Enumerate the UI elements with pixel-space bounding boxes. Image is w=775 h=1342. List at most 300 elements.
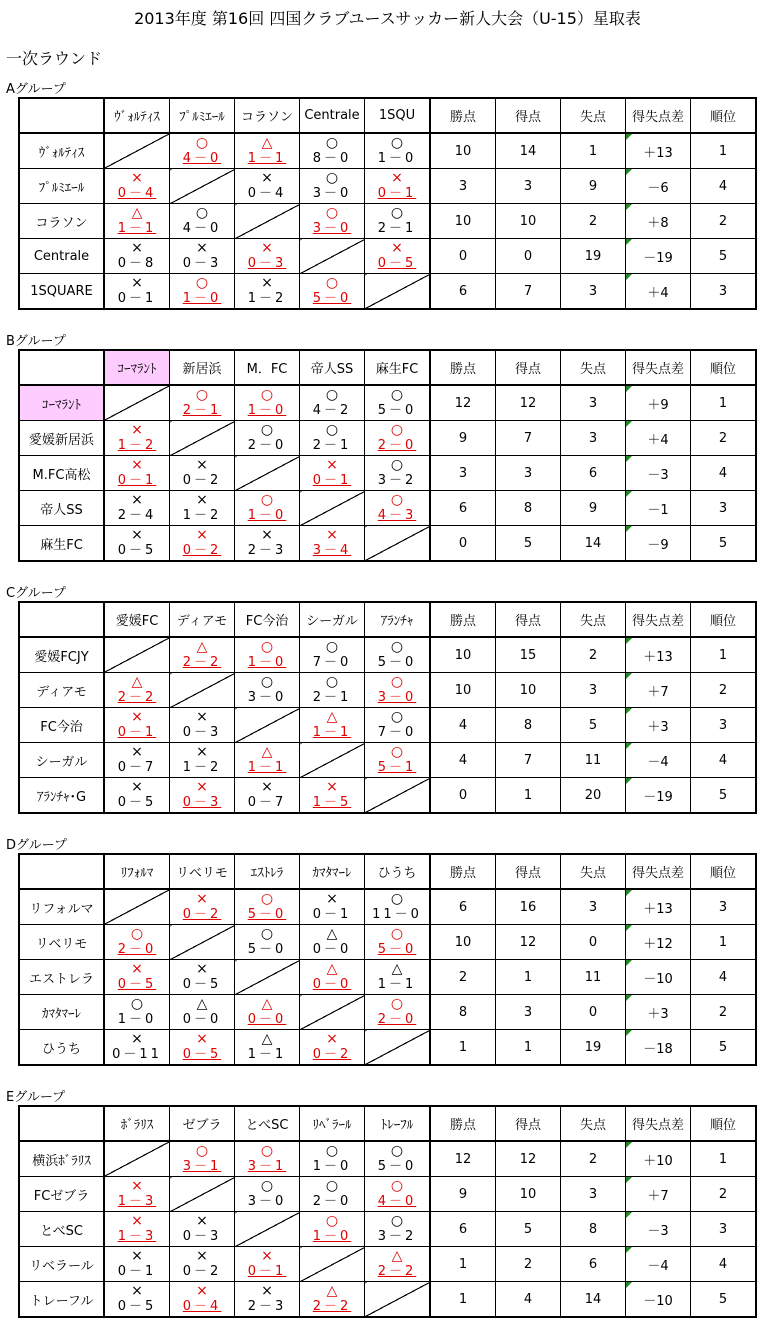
stat-goals-against xyxy=(561,274,626,310)
match-result xyxy=(170,133,235,169)
match-result xyxy=(300,274,365,310)
stat-value: 6 xyxy=(588,465,598,481)
match-result xyxy=(235,1141,300,1177)
stat-value: 5 xyxy=(523,535,533,551)
match-score: 0－4 xyxy=(117,186,157,201)
round-label: 一次ラウンド xyxy=(6,49,103,68)
stat-goals-against xyxy=(561,637,626,673)
match-score: 1－5 xyxy=(312,795,352,810)
stat-header-rank: 順位 xyxy=(691,98,757,133)
stat-value: 1 xyxy=(458,1291,468,1307)
loss-mark: × xyxy=(131,1283,143,1299)
match-result xyxy=(170,526,235,562)
result-content xyxy=(105,1214,169,1244)
match-score: 1－0 xyxy=(247,508,287,523)
stat-value: 3 xyxy=(588,899,598,915)
result-content xyxy=(235,241,299,271)
standings-table xyxy=(18,97,757,310)
stat-rank xyxy=(691,673,757,708)
match-result xyxy=(365,491,431,526)
draw-mark: △ xyxy=(196,996,208,1012)
stat-value: ＋10 xyxy=(643,1153,673,1169)
self-match-cell xyxy=(235,204,300,239)
match-result xyxy=(300,1282,365,1318)
match-result xyxy=(300,526,365,562)
match-score: 2－3 xyxy=(247,1299,287,1314)
self-match-cell xyxy=(170,673,235,708)
win-mark: ○ xyxy=(390,926,404,942)
match-score: 1－0 xyxy=(312,1229,352,1244)
result-content xyxy=(235,171,299,201)
result-content xyxy=(170,1214,234,1244)
result-content xyxy=(235,1032,299,1062)
team-name: ｺｰﾏﾗﾝﾄ xyxy=(19,385,104,421)
match-result xyxy=(170,889,235,925)
match-result xyxy=(104,1177,170,1212)
stat-header-rank: 順位 xyxy=(691,350,757,385)
result-content xyxy=(300,171,364,201)
match-result xyxy=(104,708,170,743)
group-block xyxy=(6,1091,757,1318)
result-content xyxy=(170,1144,234,1174)
draw-mark: △ xyxy=(326,1283,338,1299)
stat-value: 0 xyxy=(458,248,468,264)
match-score: 7－0 xyxy=(312,655,352,670)
result-content xyxy=(300,528,364,558)
stat-value: ＋3 xyxy=(647,1006,669,1022)
win-mark: ○ xyxy=(390,457,404,473)
match-result xyxy=(365,456,431,491)
match-result xyxy=(365,239,431,274)
stat-value: 1 xyxy=(588,143,598,159)
match-result xyxy=(300,778,365,814)
self-match-cell xyxy=(104,133,170,169)
match-result xyxy=(365,1177,431,1212)
team-name: 1SQUARE xyxy=(19,274,104,310)
cell-flag-icon xyxy=(626,421,632,427)
stat-value: 4 xyxy=(718,465,728,481)
stat-value: 3 xyxy=(523,465,533,481)
result-content xyxy=(235,745,299,775)
stat-goal-diff xyxy=(626,133,691,169)
match-result xyxy=(300,1030,365,1066)
match-score: 2－0 xyxy=(247,438,287,453)
match-result xyxy=(235,491,300,526)
stat-value: 1 xyxy=(718,143,728,159)
stat-value: 2 xyxy=(718,213,728,229)
table-row xyxy=(19,960,756,995)
loss-mark: × xyxy=(131,457,143,473)
column-header: ﾄﾚｰﾌﾙ xyxy=(365,1106,431,1141)
match-result xyxy=(300,673,365,708)
win-mark: ○ xyxy=(260,1143,274,1159)
stat-value: 9 xyxy=(588,178,598,194)
stat-value: 3 xyxy=(588,682,598,698)
result-content xyxy=(365,1249,429,1279)
win-mark: ○ xyxy=(260,387,274,403)
stat-goal-diff xyxy=(626,239,691,274)
stat-goals-against xyxy=(561,133,626,169)
column-header: ｴｽﾄﾚﾗ xyxy=(235,854,300,889)
match-result xyxy=(235,743,300,778)
stat-header-points: 勝点 xyxy=(430,1106,496,1141)
draw-mark: △ xyxy=(326,926,338,942)
match-result xyxy=(104,274,170,310)
win-mark: ○ xyxy=(130,996,144,1012)
header-row xyxy=(19,1106,756,1141)
table-row xyxy=(19,1030,756,1066)
win-mark: ○ xyxy=(260,1178,274,1194)
self-match-cell xyxy=(170,925,235,960)
match-result xyxy=(300,133,365,169)
loss-mark: × xyxy=(261,240,273,256)
stat-value: 0 xyxy=(588,934,598,950)
draw-mark: △ xyxy=(131,674,143,690)
self-match-cell xyxy=(365,778,431,814)
match-score: 5－1 xyxy=(377,760,417,775)
match-result xyxy=(365,1247,431,1282)
column-header: Centrale xyxy=(300,98,365,133)
table-row xyxy=(19,1247,756,1282)
match-score: 1－0 xyxy=(182,291,222,306)
win-mark: ○ xyxy=(325,1143,339,1159)
loss-mark: × xyxy=(131,779,143,795)
group-label: Aグループ xyxy=(6,82,66,97)
stat-value: 4 xyxy=(523,1291,533,1307)
self-match-cell xyxy=(365,1030,431,1066)
match-result xyxy=(235,1177,300,1212)
stat-value: 16 xyxy=(519,899,537,915)
loss-mark: × xyxy=(261,779,273,795)
column-header: ディアモ xyxy=(170,602,235,637)
match-result xyxy=(170,456,235,491)
stat-rank xyxy=(691,133,757,169)
match-result xyxy=(235,239,300,274)
win-mark: ○ xyxy=(390,1143,404,1159)
cell-flag-icon xyxy=(626,708,632,714)
result-content xyxy=(300,710,364,740)
match-result xyxy=(170,708,235,743)
stat-header-points: 勝点 xyxy=(430,98,496,133)
stat-points xyxy=(430,421,496,456)
result-content xyxy=(235,997,299,1027)
match-result xyxy=(104,995,170,1030)
win-mark: ○ xyxy=(325,205,339,221)
stat-value: 5 xyxy=(718,787,728,803)
match-result xyxy=(235,385,300,421)
match-result xyxy=(300,421,365,456)
team-name: ﾌﾟﾙﾐｴｰﾙ xyxy=(19,169,104,204)
stat-value: 7 xyxy=(523,430,533,446)
result-content xyxy=(300,892,364,922)
result-content xyxy=(235,1249,299,1279)
stat-goals-for xyxy=(496,1177,561,1212)
stat-rank xyxy=(691,995,757,1030)
match-result xyxy=(170,1141,235,1177)
match-result xyxy=(365,133,431,169)
stat-goals-for xyxy=(496,133,561,169)
stat-value: －3 xyxy=(647,1223,669,1239)
self-match-cell xyxy=(300,491,365,526)
result-content xyxy=(300,640,364,670)
table-row xyxy=(19,995,756,1030)
match-score: 5－0 xyxy=(247,907,287,922)
match-score: 1－2 xyxy=(247,291,287,306)
self-match-cell xyxy=(365,274,431,310)
stat-goal-diff xyxy=(626,385,691,421)
stat-value: 2 xyxy=(588,213,598,229)
stat-value: 10 xyxy=(454,213,472,229)
stat-points xyxy=(430,239,496,274)
cell-flag-icon xyxy=(626,386,632,392)
win-mark: ○ xyxy=(325,1178,339,1194)
stat-goals-for xyxy=(496,1030,561,1066)
team-name: エストレラ xyxy=(19,960,104,995)
match-result xyxy=(365,708,431,743)
match-score: 1－3 xyxy=(117,1229,157,1244)
cell-flag-icon xyxy=(626,169,632,175)
win-mark: ○ xyxy=(325,639,339,655)
stat-points xyxy=(430,169,496,204)
match-score: 0－1 xyxy=(312,473,352,488)
result-content xyxy=(365,675,429,705)
result-content xyxy=(300,1179,364,1209)
standings-table xyxy=(18,1105,757,1318)
stat-goals-for xyxy=(496,1212,561,1247)
draw-mark: △ xyxy=(326,961,338,977)
stat-value: 3 xyxy=(588,1186,598,1202)
stat-rank xyxy=(691,1212,757,1247)
result-content xyxy=(365,927,429,957)
result-content xyxy=(365,1179,429,1209)
result-content xyxy=(170,1249,234,1279)
column-header: とべSC xyxy=(235,1106,300,1141)
match-score: 4－0 xyxy=(182,221,222,236)
match-result xyxy=(365,889,431,925)
win-mark: ○ xyxy=(325,422,339,438)
result-content xyxy=(105,458,169,488)
result-content xyxy=(300,458,364,488)
group-block xyxy=(6,839,757,1066)
stat-value: 12 xyxy=(454,1151,472,1167)
match-result xyxy=(235,274,300,310)
header-row xyxy=(19,350,756,385)
match-result xyxy=(104,1030,170,1066)
stat-value: 10 xyxy=(454,682,472,698)
stat-goals-for xyxy=(496,743,561,778)
self-match-cell xyxy=(300,239,365,274)
table-row xyxy=(19,778,756,814)
win-mark: ○ xyxy=(390,891,404,907)
cell-flag-icon xyxy=(626,456,632,462)
stat-header-goal-diff: 得失点差 xyxy=(626,350,691,385)
team-name: トレーフル xyxy=(19,1282,104,1318)
stat-goals-for xyxy=(496,708,561,743)
result-content xyxy=(300,423,364,453)
match-result xyxy=(104,456,170,491)
stat-rank xyxy=(691,743,757,778)
cell-flag-icon xyxy=(626,274,632,280)
loss-mark: × xyxy=(196,961,208,977)
stat-goals-against xyxy=(561,995,626,1030)
stat-goals-against xyxy=(561,743,626,778)
stat-rank xyxy=(691,169,757,204)
result-content xyxy=(235,675,299,705)
column-header: ﾎﾞﾗﾘｽ xyxy=(104,1106,170,1141)
stat-value: 1 xyxy=(718,647,728,663)
match-score: 2－1 xyxy=(377,221,417,236)
stat-header-points: 勝点 xyxy=(430,602,496,637)
stat-points xyxy=(430,925,496,960)
match-score: 2－1 xyxy=(312,438,352,453)
cell-flag-icon xyxy=(626,1212,632,1218)
match-result xyxy=(104,421,170,456)
stat-goal-diff xyxy=(626,491,691,526)
stat-value: 8 xyxy=(523,717,533,733)
team-name: ｶﾏﾀﾏｰﾚ xyxy=(19,995,104,1030)
win-mark: ○ xyxy=(390,492,404,508)
stat-points xyxy=(430,526,496,562)
cell-flag-icon xyxy=(626,890,632,896)
win-mark: ○ xyxy=(325,674,339,690)
stat-value: 7 xyxy=(523,752,533,768)
win-mark: ○ xyxy=(390,709,404,725)
self-match-cell xyxy=(300,743,365,778)
team-name: リフォルマ xyxy=(19,889,104,925)
stat-rank xyxy=(691,421,757,456)
loss-mark: × xyxy=(196,779,208,795)
stat-value: 4 xyxy=(718,178,728,194)
cell-flag-icon xyxy=(626,134,632,140)
stat-goals-for xyxy=(496,456,561,491)
stat-goals-for xyxy=(496,491,561,526)
match-result xyxy=(170,1212,235,1247)
stat-value: 10 xyxy=(519,682,537,698)
stat-goals-against xyxy=(561,1282,626,1318)
stat-header-rank: 順位 xyxy=(691,602,757,637)
win-mark: ○ xyxy=(390,996,404,1012)
match-result xyxy=(170,204,235,239)
stat-goals-for xyxy=(496,995,561,1030)
match-score: 2－1 xyxy=(182,403,222,418)
stat-value: 10 xyxy=(454,143,472,159)
win-mark: ○ xyxy=(390,744,404,760)
stat-goals-against xyxy=(561,1177,626,1212)
result-content xyxy=(105,1284,169,1314)
result-content xyxy=(300,136,364,166)
team-name: FCゼブラ xyxy=(19,1177,104,1212)
loss-mark: × xyxy=(131,492,143,508)
column-header: 帝人SS xyxy=(300,350,365,385)
match-score: 4－2 xyxy=(312,403,352,418)
result-content xyxy=(300,388,364,418)
stat-rank xyxy=(691,1030,757,1066)
match-score: 0－2 xyxy=(182,543,222,558)
stat-header-goals-for: 得点 xyxy=(496,1106,561,1141)
stat-value: 6 xyxy=(458,899,468,915)
team-name: FC今治 xyxy=(19,708,104,743)
match-score: 0－1 xyxy=(312,907,352,922)
match-score: 0－3 xyxy=(182,256,222,271)
match-result xyxy=(300,169,365,204)
stat-value: －19 xyxy=(643,250,673,266)
match-result xyxy=(104,526,170,562)
column-header: ｺｰﾏﾗﾝﾄ xyxy=(104,350,170,385)
stat-value: 10 xyxy=(519,1186,537,1202)
match-result xyxy=(104,204,170,239)
self-match-cell xyxy=(235,708,300,743)
stat-value: －6 xyxy=(647,180,669,196)
group-label: Eグループ xyxy=(6,1090,66,1105)
stat-value: ＋12 xyxy=(643,936,673,952)
stat-goals-for xyxy=(496,169,561,204)
stat-value: 8 xyxy=(523,500,533,516)
match-result xyxy=(365,1212,431,1247)
result-content xyxy=(235,1284,299,1314)
stat-header-goal-diff: 得失点差 xyxy=(626,98,691,133)
match-score: 0－5 xyxy=(377,256,417,271)
match-result xyxy=(300,456,365,491)
result-content xyxy=(170,962,234,992)
match-result xyxy=(300,637,365,673)
match-score: 3－0 xyxy=(312,186,352,201)
loss-mark: × xyxy=(131,1178,143,1194)
page-title: 2013年度 第16回 四国クラブユースサッカー新人大会（U-15）星取表 xyxy=(134,9,641,28)
match-result xyxy=(300,889,365,925)
stat-goals-against xyxy=(561,204,626,239)
win-mark: ○ xyxy=(325,1213,339,1229)
column-header: ゼブラ xyxy=(170,1106,235,1141)
cell-flag-icon xyxy=(626,526,632,532)
stat-header-rank: 順位 xyxy=(691,1106,757,1141)
match-score: 0－1 xyxy=(117,725,157,740)
stat-value: 1 xyxy=(718,395,728,411)
self-match-cell xyxy=(170,1177,235,1212)
group-block xyxy=(6,335,757,562)
result-content xyxy=(105,675,169,705)
table-row xyxy=(19,925,756,960)
stat-points xyxy=(430,995,496,1030)
match-score: 2－0 xyxy=(117,942,157,957)
column-header: 新居浜 xyxy=(170,350,235,385)
stat-value: 7 xyxy=(523,283,533,299)
result-content xyxy=(365,241,429,271)
stat-value: 10 xyxy=(454,647,472,663)
stat-goals-for xyxy=(496,1282,561,1318)
match-result xyxy=(170,1282,235,1318)
stat-value: ＋13 xyxy=(643,649,673,665)
team-name: M.FC高松 xyxy=(19,456,104,491)
win-mark: ○ xyxy=(195,205,209,221)
match-score: 4－3 xyxy=(377,508,417,523)
match-score: 0－1 xyxy=(117,1264,157,1279)
result-content xyxy=(365,493,429,523)
match-result xyxy=(170,778,235,814)
draw-mark: △ xyxy=(261,1031,273,1047)
loss-mark: × xyxy=(131,709,143,725)
result-content xyxy=(235,136,299,166)
match-score: 5－0 xyxy=(377,655,417,670)
stat-rank xyxy=(691,385,757,421)
stat-value: 6 xyxy=(588,1256,598,1272)
match-result xyxy=(170,239,235,274)
match-score: 1－1 xyxy=(117,221,157,236)
stat-goal-diff xyxy=(626,421,691,456)
stat-value: 3 xyxy=(718,1221,728,1237)
stat-points xyxy=(430,133,496,169)
match-score: 2－1 xyxy=(312,690,352,705)
stat-goal-diff xyxy=(626,274,691,310)
